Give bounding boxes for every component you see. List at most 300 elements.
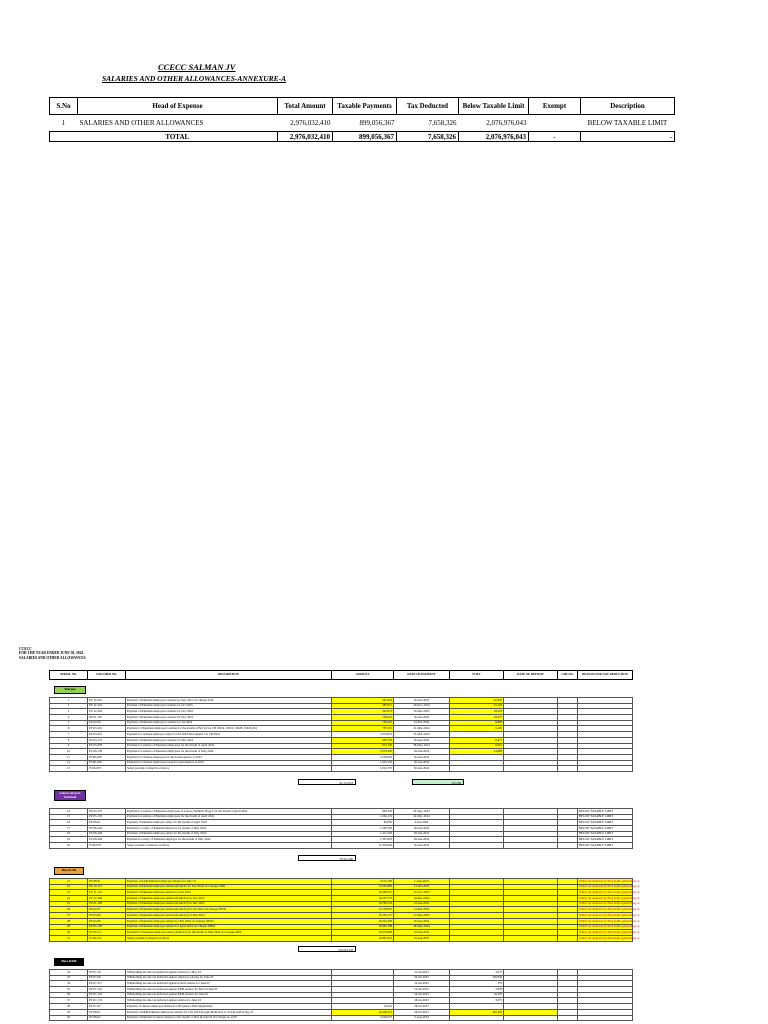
detail-amount: 1,411,520 bbox=[332, 831, 394, 837]
detail-wht: 16,305 bbox=[450, 992, 504, 998]
detail-date-of-payment: 30-Oct-2023 bbox=[394, 698, 450, 704]
detail-voucher: JV-06-272 bbox=[88, 935, 126, 941]
detail-voucher: PV-06-244 bbox=[88, 826, 126, 832]
detail-heading-line-2: FOR THE YEAR ENDED JUNE 30, 2024 bbox=[19, 651, 84, 656]
detail-reason: Which tax deducted by Bara KAR against Rozy at bbox=[579, 895, 640, 900]
detail-serial: 18 bbox=[50, 831, 88, 837]
detail-description: Salary payable at June'24 or before bbox=[126, 843, 332, 849]
detail-serial: 16 bbox=[50, 820, 88, 826]
detail-date-of-payment: 19-Dec-2023 bbox=[394, 896, 450, 902]
detail-description: Payment of Pakistani employee salaries (KAR-01) for Dec 2023 bbox=[126, 901, 332, 907]
detail-description: Payment for Chinese employee salary for the 2023 third quarter via CH 2024 bbox=[126, 732, 332, 738]
detail-date-of-payment: 30-Jan-2024 bbox=[394, 715, 450, 721]
detail-date-of-payment: 19-Jun-2023 bbox=[394, 935, 450, 941]
detail-reason: BELOW TAXABLE LIMIT bbox=[578, 826, 633, 832]
detail-serial: 10 bbox=[50, 749, 88, 755]
detail-description: Payment of KAR Pakistani employee salaries for July 23 bbox=[126, 879, 332, 885]
detail-reason: Which tax deducted by Bara KAR against Rozy at bbox=[579, 901, 640, 906]
detail-voucher: PV-07-123 bbox=[88, 992, 126, 998]
detail-description: Payment of chinese employee salaries for 4th quarter 2022 adjustments bbox=[126, 1004, 332, 1010]
detail-amount: 16,167,570 bbox=[332, 896, 394, 902]
detail-row bbox=[50, 1015, 633, 1021]
detail-description: Payment for salaries of Pakistani employees of Lahore Terminal Project for the month of April 2024 bbox=[126, 809, 332, 815]
detail-serial: 40 bbox=[50, 1015, 88, 1021]
detail-amount: 787,001 bbox=[332, 726, 394, 732]
detail-date-of-deposit bbox=[504, 935, 558, 941]
detail-serial: 36 bbox=[50, 992, 88, 998]
detail-date-of-payment: 20-May-2024 bbox=[394, 809, 450, 815]
detail-amount: 1,064,174 bbox=[332, 814, 394, 820]
section3-amount-total: 219,524,158 bbox=[298, 946, 356, 952]
detail-description: Payment of Pakistani employee's salaries for Sep 2023 via Cheque 0102 bbox=[126, 698, 332, 704]
detail-voucher: PV-06-246 bbox=[88, 831, 126, 837]
detail-reason: BELOW TAXABLE LIMIT bbox=[578, 820, 633, 826]
detail-date-of-payment: 3-Aug-2023 bbox=[394, 1015, 450, 1021]
detail-reason: Which tax deducted by Bara KAR against Rozy at bbox=[579, 929, 640, 934]
detail-date-of-payment: 23-Jul-2023 bbox=[394, 987, 450, 993]
summary-data-row bbox=[50, 115, 675, 132]
detail-amount: 1,078,305 bbox=[332, 749, 394, 755]
detail-date-of-payment: 28-May-2024 bbox=[394, 743, 450, 749]
detail-wht: 282,302 bbox=[450, 1009, 504, 1015]
detail-voucher: PV-06-269 bbox=[88, 837, 126, 843]
detail-serial: 38 bbox=[50, 1004, 88, 1010]
detail-amount: 44,428,313 bbox=[332, 1009, 394, 1015]
detail-date-of-payment: 28-Jul-2023 bbox=[394, 998, 450, 1004]
section2-amount-total: 39,501,566 bbox=[298, 855, 356, 861]
detail-description: Payment of Pakistani employee's salaries for Oct 2023 bbox=[126, 703, 332, 709]
detail-voucher: PV-06-01 bbox=[88, 820, 126, 826]
detail-serial: 5 bbox=[50, 720, 88, 726]
section4-table bbox=[49, 969, 633, 1021]
detail-date-of-payment: 28-Jul-2023 bbox=[394, 1009, 450, 1015]
summary-total-amount: 2,976,032,410 bbox=[278, 132, 333, 142]
detail-description: Payment of KKH Pakistani employees salaries for July 2023 through Multi-Nos to 31,244 paid in Sep 23 bbox=[126, 1009, 332, 1015]
detail-serial: 15 bbox=[50, 814, 88, 820]
detail-amount: 387,071 bbox=[332, 703, 394, 709]
detail-col-date-of-payment: DATE OF PAYMENT bbox=[394, 671, 450, 680]
detail-date-of-payment: 22-Jan-2024 bbox=[394, 901, 450, 907]
detail-date-of-payment: 21-Mar-2024 bbox=[394, 726, 450, 732]
detail-serial: 19 bbox=[50, 837, 88, 843]
col-taxable-payments: Taxable Payments bbox=[333, 98, 397, 115]
detail-col-voucher: VOUCHER NO. bbox=[88, 671, 126, 680]
detail-description: Payment for salaries of Pakistani employees for the month of April 2024 bbox=[126, 743, 332, 749]
detail-reason: BELOW TAXABLE LIMIT bbox=[578, 814, 633, 820]
detail-date-of-payment: 30-Jun-2024 bbox=[394, 843, 450, 849]
detail-date-of-payment: 13-Oct-2023 bbox=[394, 884, 450, 890]
detail-serial: 2 bbox=[50, 703, 88, 709]
detail-date-of-payment: 23-Jul-2023 bbox=[394, 981, 450, 987]
section-tag-lahore-line-1: Lahore Airport bbox=[59, 791, 81, 795]
detail-amount: 2,374,019 bbox=[332, 732, 394, 738]
detail-voucher: PV-05-138 bbox=[88, 924, 126, 930]
detail-voucher: PV-08-02 bbox=[88, 1015, 126, 1021]
detail-serial: 17 bbox=[50, 826, 88, 832]
detail-serial: 22 bbox=[50, 884, 88, 890]
detail-description: Payment of Pakistani employee's salaries for Mar 2024 bbox=[126, 737, 332, 743]
section-tag-sherpao: Sherpao bbox=[54, 686, 86, 694]
detail-description: Payment of Pakistani employee salaries (KAR-01) for Nov 2023 bbox=[126, 896, 332, 902]
detail-amount: 281,036 bbox=[332, 698, 394, 704]
detail-voucher: PV-12-304 bbox=[88, 709, 126, 715]
detail-voucher: PV-08-01 bbox=[88, 1009, 126, 1015]
detail-reason: Which tax deducted by Bara KAR against Rozy at bbox=[579, 935, 640, 940]
detail-description: Payment of Pakistani employee salaries (KAR-01) for Mar 2024 bbox=[126, 913, 332, 919]
detail-wht: 18,218 bbox=[450, 709, 504, 715]
detail-reason: BELOW TAXABLE LIMIT bbox=[578, 837, 633, 843]
detail-serial: 20 bbox=[50, 843, 88, 849]
detail-serial: 3 bbox=[50, 709, 88, 715]
detail-cpr bbox=[558, 843, 578, 849]
detail-amount: 1,583,559 bbox=[332, 826, 394, 832]
detail-serial: 32 bbox=[50, 970, 88, 976]
detail-date-of-payment: 23-Feb-2024 bbox=[394, 720, 450, 726]
detail-date-of-payment: 24-Jul-2023 bbox=[394, 992, 450, 998]
detail-wht: 42,856 bbox=[450, 698, 504, 704]
detail-voucher: PV-07-99 bbox=[88, 975, 126, 981]
detail-date-of-payment: 28-Jul-2023 bbox=[394, 1004, 450, 1010]
document-title: CCECC SALMAN JV bbox=[158, 62, 236, 72]
detail-serial: 4 bbox=[50, 715, 88, 721]
summary-total-exempt: - bbox=[529, 132, 581, 142]
section3-table bbox=[49, 878, 640, 942]
summary-desc: BELOW TAXABLE LIMIT bbox=[587, 119, 668, 127]
detail-description: Withholding income tax deducted against branch salaries for June'23 bbox=[126, 981, 332, 987]
detail-description: Withholding income tax deducted against KKH salaries for June'23 bbox=[126, 992, 332, 998]
detail-amount: 16,324,349 bbox=[332, 918, 394, 924]
summary-total-desc: - bbox=[581, 132, 675, 142]
detail-reason: BELOW TAXABLE LIMIT bbox=[578, 831, 633, 837]
detail-date-of-payment: 30-Jun-2024 bbox=[394, 754, 450, 760]
detail-description: Salary payable at June'24 or before bbox=[126, 935, 332, 941]
detail-voucher: PV-06-158 bbox=[88, 749, 126, 755]
detail-serial: 23 bbox=[50, 890, 88, 896]
detail-serial: 14 bbox=[50, 809, 88, 815]
detail-serial: 35 bbox=[50, 987, 88, 993]
detail-date-of-payment: 30-Jun-2024 bbox=[394, 766, 450, 772]
detail-wht: 23,898 bbox=[450, 749, 504, 755]
detail-description: Salary payable at June'24 or before bbox=[126, 766, 332, 772]
summary-total-taxable: 899,056,367 bbox=[333, 132, 397, 142]
detail-date-of-payment: 26-Jun-2024 bbox=[394, 831, 450, 837]
section-tag-lahore-airport bbox=[54, 790, 86, 801]
detail-serial: 26 bbox=[50, 907, 88, 913]
detail-date-of-payment: 20-Apr-2024 bbox=[394, 918, 450, 924]
detail-voucher: PV-10-301 bbox=[88, 698, 126, 704]
detail-description: Payment of Pakistani employee's salaries for Jan 2024 bbox=[126, 720, 332, 726]
summary-total-row bbox=[50, 132, 675, 142]
detail-amount: 19,201 bbox=[332, 1004, 394, 1010]
detail-cpr bbox=[558, 1015, 578, 1021]
detail-col-cpr: CPR NO. bbox=[558, 671, 578, 680]
detail-amount: 82,650 bbox=[332, 820, 394, 826]
detail-date-of-payment: 17-Mar-2024 bbox=[394, 913, 450, 919]
detail-date-of-payment: 26-Jun-2024 bbox=[394, 826, 450, 832]
detail-wht bbox=[450, 766, 504, 772]
detail-reason bbox=[578, 766, 633, 772]
detail-date-of-deposit bbox=[504, 843, 558, 849]
detail-date-of-payment: 28-Jun-2024 bbox=[394, 837, 450, 843]
detail-heading bbox=[19, 647, 86, 660]
detail-serial: 37 bbox=[50, 998, 88, 1004]
detail-voucher: PV-02-97 bbox=[88, 907, 126, 913]
summary-sno: 1 bbox=[61, 119, 66, 127]
detail-serial: 6 bbox=[50, 726, 88, 732]
section1-amount-total: 91,151,933 bbox=[298, 779, 356, 785]
detail-amount: 4,329,637 bbox=[332, 1015, 394, 1021]
detail-cpr bbox=[558, 935, 578, 941]
detail-voucher: PV-01-108 bbox=[88, 901, 126, 907]
detail-wht: 9,209 bbox=[450, 726, 504, 732]
detail-voucher: PV06-028 bbox=[88, 760, 126, 766]
col-head-of-expense: Head of Expense bbox=[78, 98, 278, 115]
detail-wht: 379 bbox=[450, 981, 504, 987]
detail-amount: 2,228,093 bbox=[332, 754, 394, 760]
detail-amount: 13,193,606 bbox=[332, 884, 394, 890]
detail-row bbox=[50, 843, 633, 849]
detail-wht: 3,838 bbox=[450, 987, 504, 993]
detail-amount: 15,778,910 bbox=[332, 907, 394, 913]
detail-serial: 30 bbox=[50, 930, 88, 936]
col-total-amount: Total Amount bbox=[278, 98, 333, 115]
detail-description: Payment for salary of Pakistani employee for the month of May 2024 bbox=[126, 837, 332, 843]
detail-voucher: PV-04-96 bbox=[88, 918, 126, 924]
detail-date-of-payment: 18-May-2024 bbox=[394, 924, 450, 930]
detail-description: Withholding income tax deducted against salaries for June 23 bbox=[126, 998, 332, 1004]
detail-description: Payment of Pakistani employee's salaries for Nov 2023 bbox=[126, 709, 332, 715]
detail-reason: Which tax deducted by Bara KAR against Rozy at bbox=[579, 907, 640, 912]
detail-description: Withholding income tax deducted against employee salaries for June 23 bbox=[126, 975, 332, 981]
detail-voucher: PV-07-174 bbox=[88, 998, 126, 1004]
detail-serial: 31 bbox=[50, 935, 88, 941]
detail-amount: 14,991,918 bbox=[332, 935, 394, 941]
detail-serial: 7 bbox=[50, 732, 88, 738]
detail-row bbox=[50, 935, 633, 941]
detail-cpr bbox=[558, 766, 578, 772]
detail-voucher: PV-05-176 bbox=[88, 814, 126, 820]
detail-wht: 8,896 bbox=[450, 720, 504, 726]
col-sno: S.No bbox=[50, 98, 78, 115]
detail-date-of-payment: 14-Feb-2024 bbox=[394, 907, 450, 913]
section-tag-bara-kar: Bara KAR bbox=[54, 867, 84, 875]
detail-wht: 8,475 bbox=[450, 737, 504, 743]
detail-amount: 16,079,608 bbox=[332, 930, 394, 936]
detail-amount: 1,014,770 bbox=[332, 766, 394, 772]
section2-table bbox=[49, 808, 633, 849]
detail-voucher: PV-12-108 bbox=[88, 896, 126, 902]
detail-date-of-payment: 30-Jun-2024 bbox=[394, 760, 450, 766]
detail-amount: 16,981,788 bbox=[332, 924, 394, 930]
detail-col-description: DESCRIPTION bbox=[126, 671, 332, 680]
detail-wht bbox=[450, 935, 504, 941]
detail-wht bbox=[450, 1015, 504, 1021]
detail-date-of-payment: 18-Jun-2024 bbox=[394, 930, 450, 936]
summary-total-below: 2,076,976,043 bbox=[459, 132, 529, 142]
summary-head: SALARIES AND OTHER ALLOWANCES bbox=[79, 119, 204, 127]
detail-reason: Which tax deducted by Bara KAR against Rozy at bbox=[579, 918, 640, 923]
summary-tax: 7,658,326 bbox=[428, 119, 457, 127]
summary-below: 2,076,976,043 bbox=[486, 119, 527, 127]
detail-voucher: PV-05-137 bbox=[88, 809, 126, 815]
detail-wht: 199,830 bbox=[450, 975, 504, 981]
col-description: Description bbox=[581, 98, 675, 115]
detail-voucher: PV-06-111 bbox=[88, 930, 126, 936]
detail-col-reason: REASON FOR NOT DEDUCTION bbox=[578, 671, 633, 680]
detail-description: Payment of Pakistani employee salary for the month of May 2024 bbox=[126, 831, 332, 837]
summary-exempt bbox=[529, 115, 581, 132]
detail-date-of-payment: 4-Jun-2024 bbox=[394, 820, 450, 826]
detail-wht: 9,910 bbox=[450, 743, 504, 749]
detail-voucher: PV-01-105 bbox=[88, 715, 126, 721]
detail-col-wht: W.H.T bbox=[450, 671, 504, 680]
detail-reason: BELOW TAXABLE LIMIT bbox=[578, 809, 633, 815]
detail-serial: 1 bbox=[50, 698, 88, 704]
detail-serial: 21 bbox=[50, 879, 88, 885]
col-below-taxable-limit: Below Taxable Limit bbox=[459, 98, 529, 115]
detail-voucher: PV-03-96 bbox=[88, 913, 126, 919]
detail-amount: 738,425 bbox=[332, 720, 394, 726]
detail-voucher: JV06-070 bbox=[88, 843, 126, 849]
detail-description: Payment of Pakistani employee's salaries for Dec 2023 bbox=[126, 715, 332, 721]
document-subtitle: SALARIES AND OTHER ALLOWANCES-ANNEXURE-A bbox=[102, 74, 287, 83]
detail-reason: Which tax deducted by Bara KAR against Rozy at bbox=[579, 890, 640, 895]
detail-date-of-payment: 20-Jul-2023 bbox=[394, 975, 450, 981]
detail-voucher: PV06-028 bbox=[88, 754, 126, 760]
detail-serial: 39 bbox=[50, 1009, 88, 1015]
detail-amount: 502,073 bbox=[332, 709, 394, 715]
detail-description: Payment for Pakistani employee's salaries for the month of Feb 24 via CH 19019, 19019, 19028, 19024 (19) bbox=[126, 726, 332, 732]
detail-wht: 3,075 bbox=[450, 970, 504, 976]
section1-table bbox=[49, 697, 633, 772]
detail-date-of-payment: 30-Nov-2023 bbox=[394, 703, 450, 709]
detail-wht: 18,275 bbox=[450, 715, 504, 721]
detail-description: Payment of Pakistani employee salaries (KAR-01) for Jan 2024 via Cheque 36530 bbox=[126, 907, 332, 913]
detail-wht: 31,529 bbox=[450, 703, 504, 709]
detail-voucher: PV-11-042 bbox=[88, 703, 126, 709]
detail-serial: 29 bbox=[50, 924, 88, 930]
detail-amount: 16,588,331 bbox=[332, 890, 394, 896]
summary-table bbox=[49, 97, 675, 142]
detail-amount: 972,130 bbox=[332, 743, 394, 749]
detail-description: Payment for salaries of Pakistani employees for the month of April 2024 bbox=[126, 814, 332, 820]
detail-description: Payment of Pakistani employee salaries for Oct 2023 bbox=[126, 890, 332, 896]
detail-amount: 16,798,153 bbox=[332, 901, 394, 907]
detail-row bbox=[50, 766, 633, 772]
detail-header-table bbox=[49, 670, 633, 680]
summary-total-tax: 7,658,326 bbox=[397, 132, 459, 142]
detail-col-serial: SERIAL NO. bbox=[50, 671, 88, 680]
detail-description: Payment for salary of Pakistani employee for month of May 2024 bbox=[126, 826, 332, 832]
detail-description: Payment for Chinese employees for the fourth quarter of 2023 bbox=[126, 754, 332, 760]
detail-col-amount: AMOUNT bbox=[332, 671, 394, 680]
detail-serial: 28 bbox=[50, 918, 88, 924]
summary-total: 2,976,032,410 bbox=[290, 119, 331, 127]
detail-date-of-payment: 30-Dec-2023 bbox=[394, 709, 450, 715]
detail-date-of-payment: 1-Aug-2023 bbox=[394, 879, 450, 885]
detail-reason: Which tax deducted by Bara KAR against Rozy at bbox=[579, 878, 640, 883]
detail-amount: 16,181,117 bbox=[332, 913, 394, 919]
detail-amount: 1,645,536 bbox=[332, 760, 394, 766]
detail-reason: Which tax deducted by Bara KAR against Rozy at bbox=[579, 924, 640, 929]
col-exempt: Exempt bbox=[529, 98, 581, 115]
detail-voucher: PV-11-143 bbox=[88, 890, 126, 896]
detail-description: Withholding income tax deducted against salaries for May 23 bbox=[126, 970, 332, 976]
detail-reason: BELOW TAXABLE LIMIT bbox=[578, 843, 633, 849]
detail-description: Withholding income tax deducted against KKH salaries for Mar 24 June'23 bbox=[126, 987, 332, 993]
detail-serial: 24 bbox=[50, 896, 88, 902]
detail-reason bbox=[578, 1015, 633, 1021]
detail-voucher: JV06-070 bbox=[88, 766, 126, 772]
detail-wht: 3,075 bbox=[450, 998, 504, 1004]
summary-total-label: TOTAL bbox=[78, 132, 278, 142]
detail-description: Payment of Pakistani workers salaries for the month of May & June'23 via Cheque no 2270 bbox=[126, 1015, 332, 1021]
detail-serial: 9 bbox=[50, 743, 88, 749]
detail-voucher: PV-10-112 bbox=[88, 884, 126, 890]
detail-serial: 12 bbox=[50, 760, 88, 766]
detail-date-of-deposit bbox=[504, 1015, 558, 1021]
col-tax-deducted: Tax Deducted bbox=[397, 98, 459, 115]
detail-voucher: PV-07-95 bbox=[88, 1004, 126, 1010]
detail-serial: 34 bbox=[50, 981, 88, 987]
summary-total-blank bbox=[50, 132, 78, 142]
detail-date-of-payment: 31-Jul-2023 bbox=[394, 970, 450, 976]
detail-amount: 998,330 bbox=[332, 809, 394, 815]
detail-amount: 11,916,004 bbox=[332, 843, 394, 849]
detail-voucher: PV-04-175 bbox=[88, 737, 126, 743]
detail-date-of-payment: 17-Nov-2023 bbox=[394, 890, 450, 896]
detail-reason: Which tax deducted by Bara KAR against Rozy at bbox=[579, 884, 640, 889]
detail-amount: 3,572,100 bbox=[332, 879, 394, 885]
detail-date-of-payment: 28-Jun-2024 bbox=[394, 749, 450, 755]
detail-voucher: PV-02-06 bbox=[88, 720, 126, 726]
section1-wht-total: 125,509 bbox=[412, 779, 464, 785]
detail-description: Payment for Chinese employees bonus for performance of 2023 bbox=[126, 760, 332, 766]
summary-taxable: 899,056,367 bbox=[359, 119, 395, 127]
detail-serial: 8 bbox=[50, 737, 88, 743]
summary-header-row bbox=[50, 98, 675, 115]
detail-serial: 33 bbox=[50, 975, 88, 981]
detail-heading-line-3: SALARIES AND OTHER ALLOWANCES bbox=[19, 655, 86, 660]
detail-voucher: PV-03-201 bbox=[88, 732, 126, 738]
detail-voucher: PV-07-16 bbox=[88, 970, 126, 976]
detail-description: Payment of Pakistani employee salaries for Feb 2024 via Cheque 36534 bbox=[126, 918, 332, 924]
detail-serial: 13 bbox=[50, 766, 88, 772]
detail-date-of-payment: 24-May-2024 bbox=[394, 814, 450, 820]
detail-description: Payment for salaries of Pakistani employees for the month of May 2024 bbox=[126, 749, 332, 755]
detail-date-of-payment: 30-Apr-2024 bbox=[394, 737, 450, 743]
detail-description: Payment for Pakistani employee salary (KAR-01) for the month of May 2024 via Cheque 4959 bbox=[126, 930, 332, 936]
section-tag-bara-kkh: Bara KKH bbox=[54, 958, 84, 966]
detail-voucher: PV-05-058 bbox=[88, 743, 126, 749]
detail-amount: 738,425 bbox=[332, 715, 394, 721]
detail-serial: 27 bbox=[50, 913, 88, 919]
detail-wht bbox=[450, 843, 504, 849]
detail-amount: 928,700 bbox=[332, 737, 394, 743]
detail-description: Payment of Pakistani employee salary for the month of April 2024 bbox=[126, 820, 332, 826]
detail-date-of-deposit bbox=[504, 766, 558, 772]
detail-date-of-payment: 31-Mar-2024 bbox=[394, 732, 450, 738]
detail-header-row bbox=[50, 671, 633, 680]
detail-col-date-of-deposit: DATE OF DEPOSIT bbox=[504, 671, 558, 680]
detail-voucher: PV-07-117 bbox=[88, 981, 126, 987]
detail-reason: Which tax deducted by Bara KAR against Rozy at bbox=[579, 912, 640, 917]
detail-description: Payment of Pakistani employee salaries for April 2024 via Cheque 36803 bbox=[126, 924, 332, 930]
detail-heading-line-1: CCECC bbox=[19, 647, 32, 651]
detail-voucher: PV-08-01 bbox=[88, 879, 126, 885]
detail-voucher: PV-03-101 bbox=[88, 726, 126, 732]
section-tag-lahore-line-2: Terminal bbox=[63, 794, 77, 799]
